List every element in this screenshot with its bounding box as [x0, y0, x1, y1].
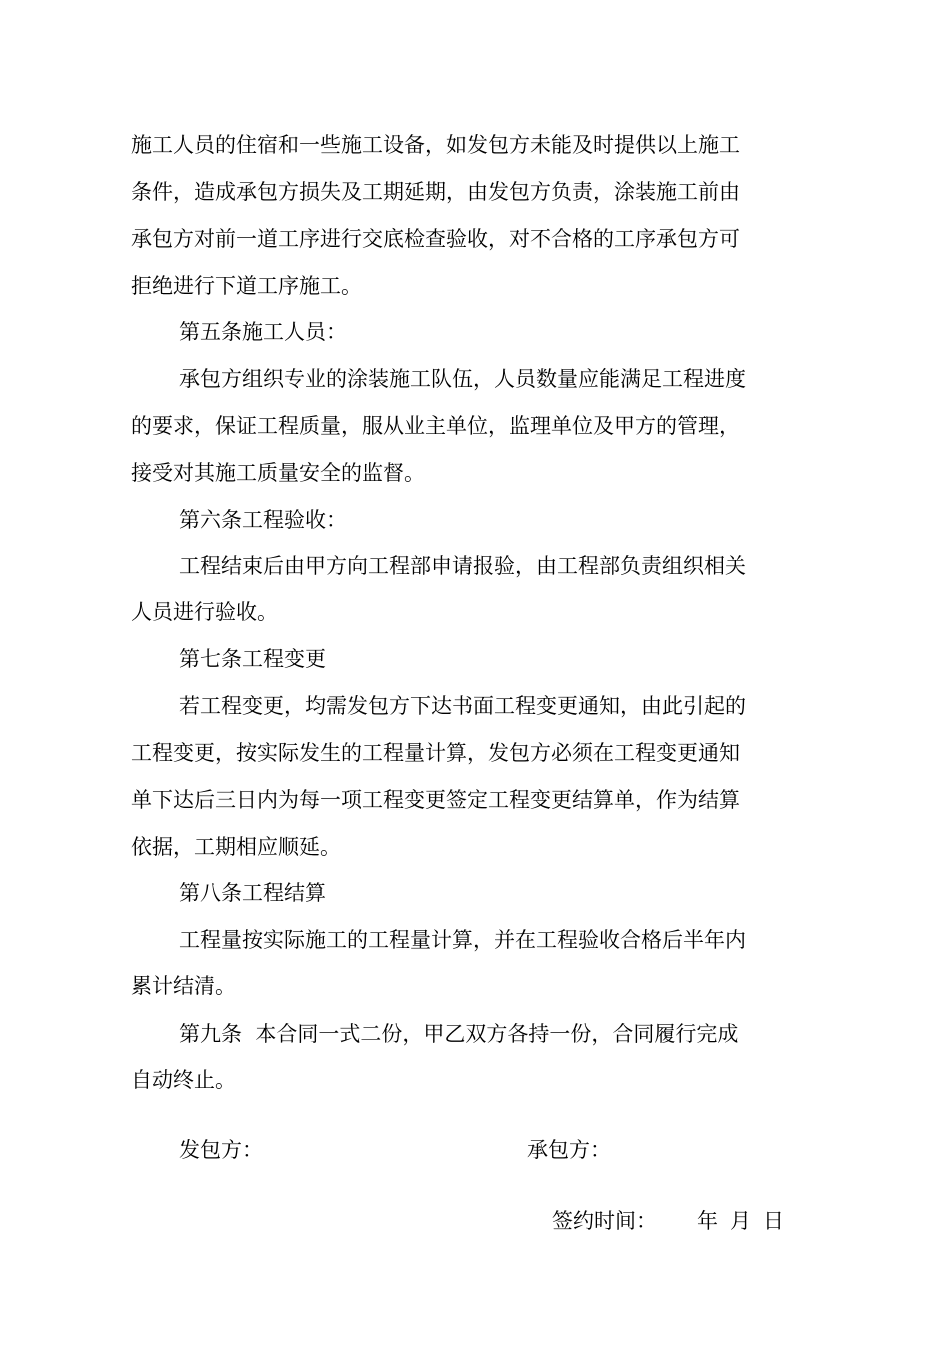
paragraph-line: 承包方组织专业的涂装施工队伍，人员数量应能满足工程进度 [179, 367, 746, 391]
paragraph-line: 条件，造成承包方损失及工期延期，由发包方负责，涂装施工前由 [131, 180, 740, 204]
article-6-heading: 第六条工程验收： [179, 508, 347, 532]
paragraph-line: 人员进行验收。 [131, 600, 278, 624]
paragraph-line: 接受对其施工质量安全的监督。 [131, 461, 425, 485]
paragraph-line: 依据，工期相应顺延。 [131, 835, 341, 859]
article-5-heading: 第五条施工人员： [179, 320, 347, 344]
sign-date-month: 月 [730, 1209, 751, 1233]
paragraph-line: 自动终止。 [131, 1068, 236, 1092]
article-9-text: 第九条 本合同一式二份，甲乙双方各持一份，合同履行完成 [179, 1022, 739, 1046]
paragraph-line: 若工程变更，均需发包方下达书面工程变更通知，由此引起的 [179, 694, 746, 718]
paragraph-line: 承包方对前一道工序进行交底检查验收，对不合格的工序承包方可 [131, 227, 740, 251]
paragraph-line: 拒绝进行下道工序施工。 [131, 274, 362, 298]
party-b-label: 承包方： [527, 1138, 611, 1162]
paragraph-line: 的要求，保证工程质量，服从业主单位，监理单位及甲方的管理， [131, 414, 740, 438]
paragraph-line: 单下达后三日内为每一项工程变更签定工程变更结算单，作为结算 [131, 788, 740, 812]
paragraph-line: 累计结清。 [131, 974, 236, 998]
paragraph-line: 工程量按实际施工的工程量计算，并在工程验收合格后半年内 [179, 928, 746, 952]
sign-date-year: 年 [697, 1209, 718, 1233]
paragraph-line: 施工人员的住宿和一些施工设备，如发包方未能及时提供以上施工 [131, 133, 740, 157]
sign-date-day: 日 [763, 1209, 784, 1233]
paragraph-line: 工程结束后由甲方向工程部申请报验，由工程部负责组织相关 [179, 554, 746, 578]
paragraph-line: 工程变更，按实际发生的工程量计算，发包方必须在工程变更通知 [131, 741, 740, 765]
sign-date-label: 签约时间： [552, 1209, 657, 1233]
article-7-heading: 第七条工程变更 [179, 647, 326, 671]
article-8-heading: 第八条工程结算 [179, 881, 326, 905]
party-a-label: 发包方： [179, 1138, 263, 1162]
